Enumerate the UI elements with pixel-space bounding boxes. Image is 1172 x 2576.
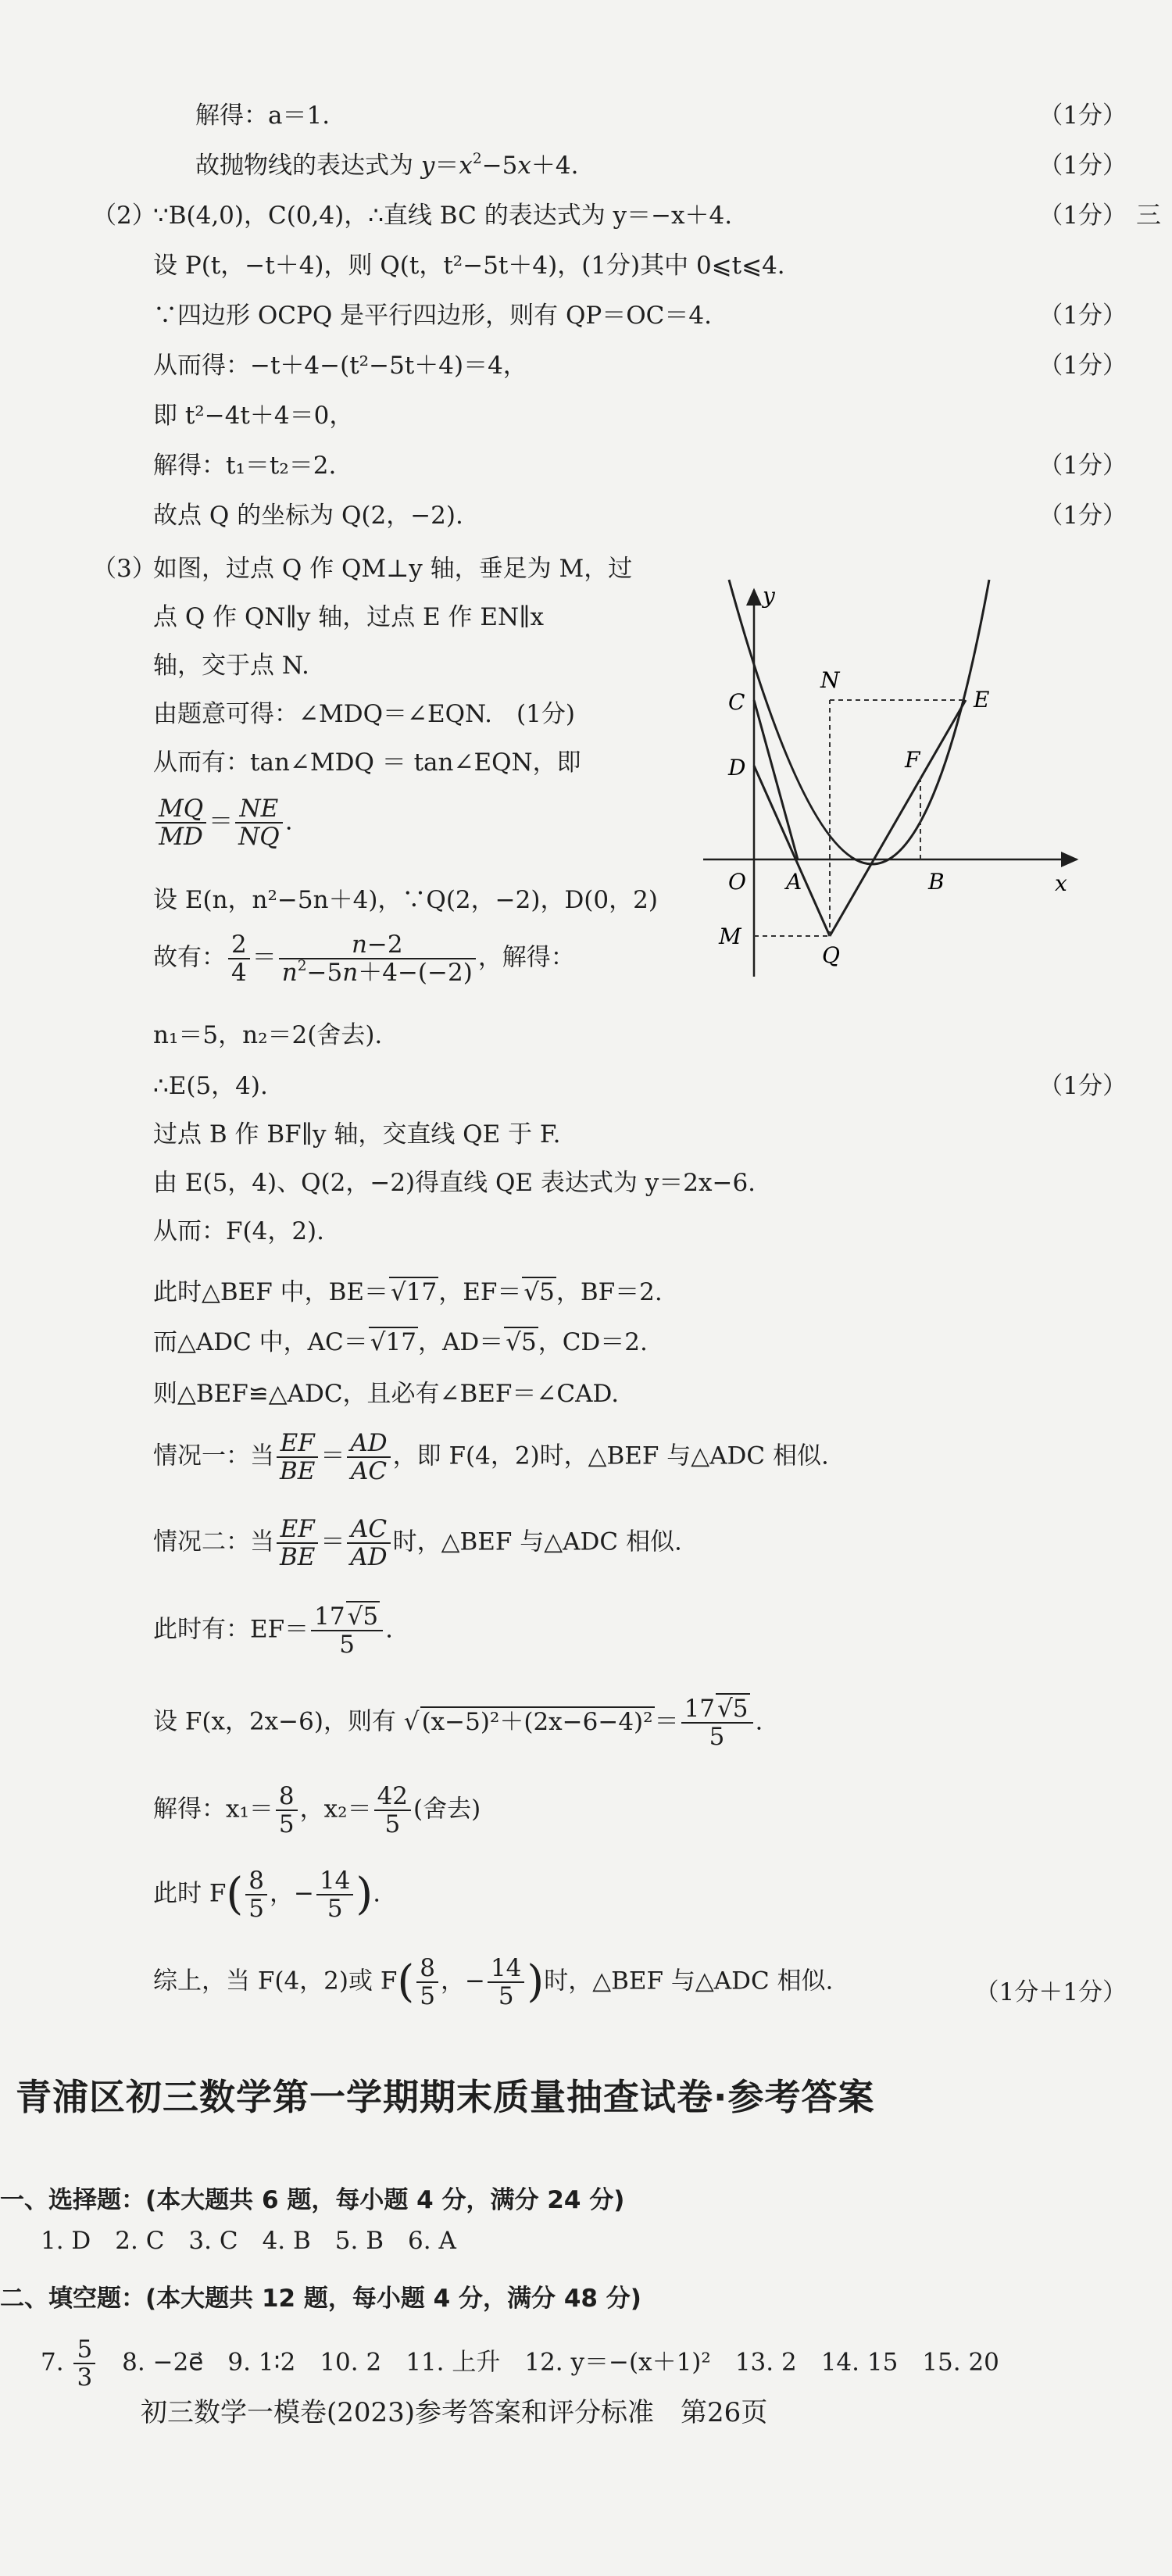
fraction: $\frac{42}{5}$ [374,1783,411,1838]
p3-line-10: ∴E(5，4). [153,1072,268,1100]
label-Q: Q [822,942,840,968]
text: 此时 F [153,1879,227,1908]
p3-line-4: 由题意可得：∠MDQ＝∠EQN. (1分) [153,700,575,728]
score: （1分） [1038,202,1127,230]
sqrt-17: √17 [391,1278,438,1306]
p3-line-1: 如图，过点 Q 作 QM⊥y 轴，垂足为 M，过 [153,555,633,583]
fraction: $\frac{17√5}{5}$ [681,1695,753,1750]
fraction: $\frac{NE}{NQ}$ [235,795,283,850]
fraction: $\frac{5}{3}$ [73,2336,95,2391]
label-C: C [728,689,745,715]
fraction: $\frac{14}{5}$ [316,1867,353,1922]
p2-line-6: 解得：t₁＝t₂＝2. [153,452,337,480]
radicand: (x−5)²＋(2x−6−4)² [421,1707,653,1736]
fraction: $\frac{AD}{AC}$ [347,1430,390,1485]
text: ，BF＝2. [556,1278,663,1306]
score: （1分） [1038,452,1127,480]
text: 综上，当 F(4，2)或 F [153,1967,398,1995]
text: ，AD＝ [417,1328,504,1356]
section-2-title: 二、填空题：(本大题共 12 题，每小题 4 分，满分 48 分) [0,2285,641,2313]
text: (舍去) [413,1795,481,1824]
p3-line-3: 轴，交于点 N. [153,652,309,680]
p3-line-2: 点 Q 作 QN∥y 轴，过点 E 作 EN∥x [153,603,544,631]
side-mark: 三 [1135,200,1161,230]
p3-line-5: 从而有：tan∠MDQ ＝ tan∠EQN，即 [153,749,581,777]
p2-line-3: ∵四边形 OCPQ 是平行四边形，则有 QP＝OC＝4. [153,302,712,330]
fraction: $\frac{EF}{BE}$ [277,1430,318,1485]
text: 解得：x₁＝ [153,1795,273,1824]
sqrt-5: √5 [523,1278,555,1306]
p3-line-23: 综上，当 F(4，2)或 F( $\frac{8}{5}$ ，− $\frac{14}{5}$ )时，△BEF 与△ADC 相似. [153,1954,834,2010]
fraction: $\frac{MQ}{MD}$ [155,795,206,850]
p3-line-18: 情况二：当 $\frac{EF}{BE}$ ＝ $\frac{AC}{AD}$ 时，△BEF 与△ADC 相似. [153,1515,682,1571]
fraction: $\frac{EF}{BE}$ [277,1516,318,1570]
label-D: D [728,755,746,781]
text: 此时△BEF 中，BE＝ [153,1278,389,1306]
p1-expression-prefix: 故抛物线的表达式为 [195,152,421,180]
label-O: O [728,869,746,895]
p3-line-7: 设 E(n，n²−5n＋4)，∵Q(2，−2)，D(0，2) [153,886,658,914]
score-double: （1分＋1分） [974,1978,1127,2006]
p2-line-1: ∵B(4,0)，C(0,4)，∴直线 BC 的表达式为 y＝−x＋4. [153,202,733,230]
score: （1分） [1038,502,1127,530]
section-1-answers: 1. D 2. C 3. C 4. B 5. B 6. A [41,2227,456,2255]
p2-number: （2） [92,202,156,230]
fraction: $\frac{8}{5}$ [276,1783,298,1838]
fraction: $\frac{17√5}{5}$ [311,1603,383,1658]
page-title: 青浦区初三数学第一学期期末质量抽查试卷·参考答案 [16,2076,875,2118]
text: 时，△BEF 与△ADC 相似. [544,1967,834,1995]
text: 情况一：当 [153,1442,274,1470]
p3-number: （3） [92,555,156,583]
p3-line-11: 过点 B 作 BF∥y 轴，交直线 QE 于 F. [153,1120,561,1149]
p2-line-7: 故点 Q 的坐标为 Q(2，−2). [153,502,463,530]
p1-line-solve: 解得：a＝1. [195,102,331,130]
parabola-curve [729,580,989,864]
p2-line-5: 即 t²−4t＋4＝0， [153,402,354,430]
answers-8-15: 8. −2e⃗ 9. 1∶2 10. 2 11. 上升 12. y＝−(x＋1)² 13. 2 14. 15 15. 20 [122,2348,999,2377]
text: 此时有：EF＝ [153,1615,309,1644]
fraction: $\frac{2}{4}$ [228,931,250,986]
score: （1分） [1038,152,1127,180]
label-y: y [763,583,775,609]
p3-line-8-suffix: ，解得： [477,943,575,972]
line-DQ [754,766,830,936]
text: 设 F(x，2x−6)，则有 [153,1707,396,1736]
footer: 初三数学一模卷(2023)参考答案和评分标准 第26页 [141,2397,768,2428]
line-QE [830,700,966,936]
sqrt-17: √17 [370,1328,416,1356]
score: （1分） [1038,102,1127,130]
p3-line-19: 此时有：EF＝ $\frac{17√5}{5}$ . [153,1602,393,1659]
p3-line-14 [153,1277,663,1308]
label-N: N [820,667,840,693]
p2-line-4: 从而得：−t＋4−(t²−5t＋4)＝4， [153,352,527,380]
fraction: $\frac{n-2}{n^2-5n+4-(-2)}$ [279,931,476,986]
p3-line-ratio: $\frac{MQ}{MD}$ ＝ $\frac{NE}{NQ}$ . [153,795,293,850]
fraction: $\frac{AC}{AD}$ [347,1516,390,1570]
sqrt-5: √5 [506,1328,537,1356]
p1-line-expression: 故抛物线的表达式为 $y=x^2-5x+4$. [195,150,579,180]
text: ，EF＝ [438,1278,522,1306]
p3-line-20: 设 F(x，2x−6)，则有 √(x−5)²＋(2x−6−4)²＝ $\frac{17√5}{5}$ . [153,1695,763,1751]
label-E: E [974,687,990,713]
section-2-answers: 7. $\frac{5}{3}$ 8. −2e⃗ 9. 1∶2 10. 2 11. 上升 12. y＝−(x＋1)² 13. 2 14. 15 15. 20 [41,2335,999,2392]
text: ，x₂＝ [299,1795,372,1824]
p3-line-12: 由 E(5，4)、Q(2，−2)得直线 QE 表达式为 y＝2x−6. [153,1169,756,1197]
p3-line-8-prefix: 故有： [153,943,226,972]
p3-line-13: 从而：F(4，2). [153,1217,324,1245]
score: （1分） [1038,302,1127,330]
label-x: x [1055,870,1067,896]
text: 情况二：当 [153,1527,274,1556]
p3-line-22: 此时 F( $\frac{8}{5}$ ，− $\frac{14}{5}$ ). [153,1867,381,1923]
text: 而△ADC 中，AC＝ [153,1328,368,1356]
fraction: $\frac{8}{5}$ [245,1867,267,1922]
p3-line-8: 故有： $\frac{2}{4}$ ＝ $\frac{n-2}{n^2-5n+4-(-2)}$ ，解得： [153,931,575,987]
fraction: $\frac{14}{5}$ [488,1955,524,2010]
text: ，即 F(4，2)时，△BEF 与△ADC 相似. [392,1442,829,1470]
p3-line-9: n₁＝5，n₂＝2(舍去). [153,1021,383,1049]
label-A: A [786,869,802,895]
text: ，CD＝2. [538,1328,648,1356]
label-B: B [928,869,945,895]
p3-line-17: 情况一：当 $\frac{EF}{BE}$ ＝ $\frac{AD}{AC}$ ，即 F(4，2)时，△BEF 与△ADC 相似. [153,1429,829,1485]
label-M: M [719,924,741,949]
score: （1分） [1038,1072,1127,1100]
text: 时，△BEF 与△ADC 相似. [392,1527,682,1556]
p3-line-21 [153,1783,481,1838]
score: （1分） [1038,352,1127,380]
p2-line-2: 设 P(t，−t＋4)，则 Q(t，t²−5t＋4)，(1分)其中 0⩽t⩽4. [153,252,785,280]
label-F: F [905,747,920,773]
fraction: $\frac{8}{5}$ [416,1955,438,2010]
p3-line-16: 则△BEF≌△ADC，且必有∠BEF＝∠CAD. [153,1380,620,1408]
parabola-figure [688,570,1102,992]
p3-line-15 [153,1327,648,1358]
section-1-title: 一、选择题：(本大题共 6 题，每小题 4 分，满分 24 分) [0,2186,625,2214]
